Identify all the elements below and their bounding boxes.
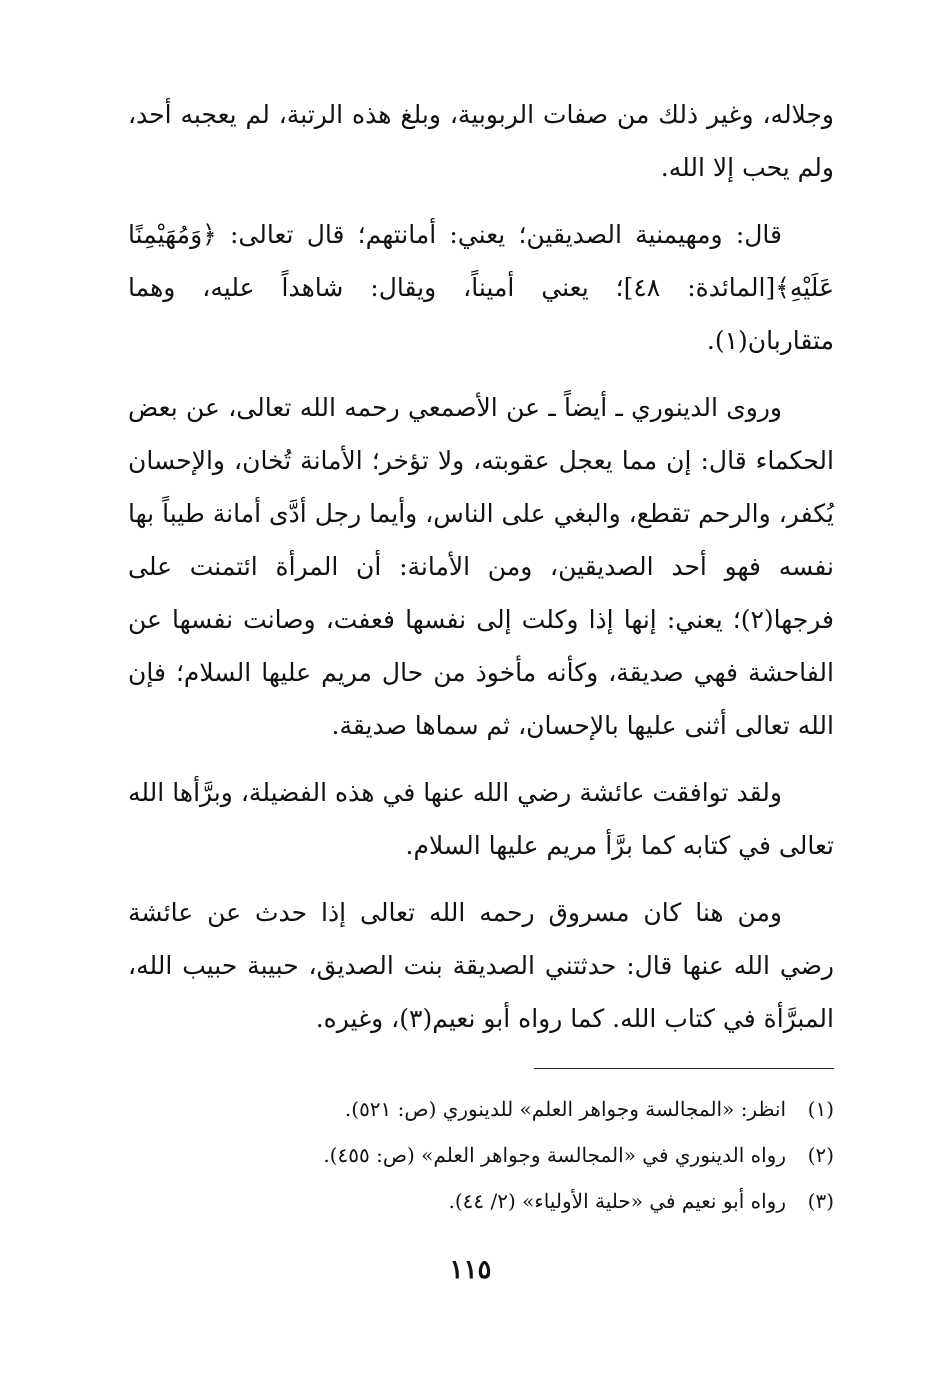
footnote [128,1132,834,1178]
footnote-text: رواه الدينوري في «المجالسة وجواهر العلم» (ص: ٤٥٥). [323,1143,786,1167]
paragraph: ولقد توافقت عائشة رضي الله عنها في هذه الفضيلة، وبرَّأها الله تعالى في كتابه كما برَّأ مريم عليها السلام. [128,778,834,860]
footnotes [128,1086,834,1224]
footnote-number: (١) [807,1097,834,1121]
footnote-number: (٣) [807,1189,834,1213]
paragraph: وجلاله، وغير ذلك من صفات الربوبية، وبلغ هذه الرتبة، لم يعجبه أحد، ولم يحب إلا الله. [128,100,834,182]
page-body [128,88,834,1059]
footnote-text: انظر: «المجالسة وجواهر العلم» للدينوري (ص: ٥٢١). [344,1097,786,1121]
paragraph: ومن هنا كان مسروق رحمه الله تعالى إذا حدث عن عائشة رضي الله عنها قال: حدثتني الصديقة بنت الصديق، حبيبة حبيب الله، المبرَّأة في كتاب الله. كما رواه أبو نعيم(٣)، وغيره. [128,898,834,1033]
page-number: ١١٥ [449,1255,492,1285]
footnote-number: (٢) [807,1143,834,1167]
footnote-divider [534,1068,834,1069]
paragraph: قال: ومهيمنية الصديقين؛ يعني: أمانتهم؛ قال تعالى: ﴿وَمُهَيْمِنًا عَلَيْهِ﴾[المائدة: ٤٨]؛ يعني أميناً، ويقال: شاهداً عليه، وهما متقاربان(١). [128,220,834,355]
footnote [128,1178,834,1224]
footnote-text: رواه أبو نعيم في «حلية الأولياء» (٢/ ٤٤). [448,1189,786,1213]
footnote [128,1086,834,1132]
paragraph: وروى الدينوري ـ أيضاً ـ عن الأصمعي رحمه الله تعالى، عن بعض الحكماء قال: إن مما يعجل عقوبته، ولا تؤخر؛ الأمانة تُخان، والإحسان يُكفر، والرحم تقطع، والبغي على الناس، وأيما رجل أدَّى أمانة طيباً بها نفسه فهو أحد الصديقين، ومن الأمانة: أن المرأة ائتمنت على فرجها(٢)؛ يعني: إنها إذا وكلت إلى نفسها فعفت، وصانت نفسها عن الفاحشة فهي صديقة، وكأنه مأخوذ من حال مريم عليها السلام؛ فإن الله تعالى أثنى عليها بالإحسان، ثم سماها صديقة. [128,393,834,740]
